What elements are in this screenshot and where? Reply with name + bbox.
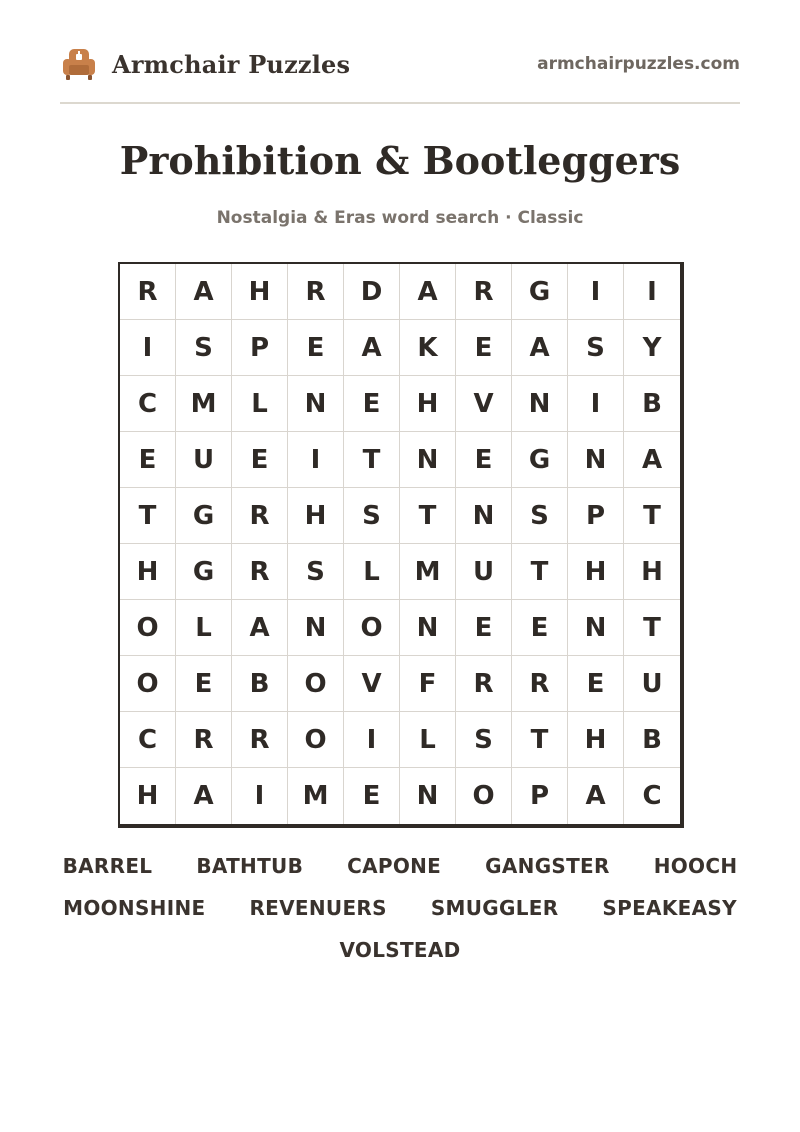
grid-cell[interactable]: T [512, 712, 568, 768]
site-url[interactable]: armchairpuzzles.com [537, 54, 740, 74]
grid-cell[interactable]: O [344, 600, 400, 656]
grid-cell[interactable]: N [288, 600, 344, 656]
grid-cell[interactable]: U [456, 544, 512, 600]
grid-cell[interactable]: S [288, 544, 344, 600]
brand-name: Armchair Puzzles [112, 49, 351, 79]
grid-cell[interactable]: T [624, 488, 680, 544]
grid-cell[interactable]: B [624, 376, 680, 432]
grid-cell[interactable]: R [232, 488, 288, 544]
grid-cell[interactable]: K [400, 320, 456, 376]
grid-cell[interactable]: I [624, 264, 680, 320]
grid-cell[interactable]: C [642, 781, 662, 811]
puzzle-title: Prohibition & Bootleggers [119, 138, 681, 183]
grid-cell[interactable]: T [344, 432, 400, 488]
grid-cell[interactable]: I [288, 432, 344, 488]
grid-cell[interactable]: O [288, 712, 344, 768]
grid-cell[interactable]: H [120, 544, 176, 600]
grid-cell[interactable]: G [512, 264, 568, 320]
grid-cell[interactable]: G [512, 432, 568, 488]
word-list-item: VOLSTEAD [339, 938, 461, 962]
grid-cell[interactable]: H [568, 712, 624, 768]
grid-cell[interactable]: A [512, 320, 568, 376]
grid-cell[interactable]: T [120, 488, 176, 544]
grid-cell[interactable]: H [288, 488, 344, 544]
grid-cell[interactable]: U [176, 432, 232, 488]
grid-cell[interactable]: E [288, 320, 344, 376]
header-divider [60, 102, 740, 104]
grid-cell[interactable]: H [568, 544, 624, 600]
grid-cell[interactable]: N [568, 432, 624, 488]
grid-cell[interactable]: V [456, 376, 512, 432]
grid-cell[interactable]: A [232, 600, 288, 656]
grid-cell[interactable]: R [232, 712, 288, 768]
grid-cell[interactable]: T [512, 544, 568, 600]
grid-cell[interactable]: H [232, 264, 288, 320]
grid-cell[interactable]: G [176, 488, 232, 544]
grid-cell[interactable]: I [232, 768, 288, 824]
grid-cell[interactable]: A [624, 432, 680, 488]
grid-cell[interactable]: I [568, 264, 624, 320]
grid-cell[interactable]: B [624, 712, 680, 768]
grid-cell[interactable]: O [120, 656, 176, 712]
grid-cell[interactable]: I [568, 376, 624, 432]
grid-cell[interactable]: E [176, 656, 232, 712]
page-header [60, 44, 740, 84]
grid-cell[interactable]: M [176, 376, 232, 432]
grid-cell[interactable]: H [120, 768, 176, 824]
grid-cell[interactable]: E [344, 376, 400, 432]
grid-cell[interactable]: E [344, 768, 400, 824]
grid-cell[interactable]: O [120, 600, 176, 656]
grid-cell[interactable]: B [232, 656, 288, 712]
word-list [40, 852, 760, 964]
grid-cell[interactable]: E [456, 432, 512, 488]
grid-cell[interactable]: Y [624, 320, 680, 376]
grid-cell[interactable]: D [344, 264, 400, 320]
word-list-item: GANGSTER [485, 854, 610, 878]
grid-cell[interactable]: E [120, 432, 176, 488]
grid-cell[interactable]: S [568, 320, 624, 376]
grid-cell[interactable]: C [120, 376, 176, 432]
grid-cell[interactable]: N [288, 376, 344, 432]
grid-cell[interactable]: T [624, 600, 680, 656]
grid-cell[interactable]: F [400, 656, 456, 712]
grid-cell[interactable]: L [176, 600, 232, 656]
grid-cell[interactable]: C [120, 712, 176, 768]
word-list-item: REVENUERS [249, 896, 387, 920]
grid-cell[interactable]: L [344, 544, 400, 600]
grid-cell[interactable]: I [344, 712, 400, 768]
grid-cell[interactable]: S [344, 488, 400, 544]
grid-cell[interactable]: A [176, 264, 232, 320]
grid-cell[interactable]: E [232, 432, 288, 488]
grid-cell[interactable]: H [400, 376, 456, 432]
grid-cell[interactable]: A [344, 320, 400, 376]
word-list-item: SMUGGLER [430, 896, 559, 920]
grid-cell[interactable]: A [176, 768, 232, 824]
grid-cell[interactable]: R [288, 264, 344, 320]
grid-cell[interactable]: L [400, 712, 456, 768]
grid-cell[interactable]: S [512, 488, 568, 544]
grid-cell[interactable]: P [568, 488, 624, 544]
puzzle-subtitle: Nostalgia & Eras word search · Classic [216, 208, 584, 228]
grid-cell[interactable]: L [232, 376, 288, 432]
grid-cell[interactable]: N [512, 376, 568, 432]
brand[interactable] [60, 45, 350, 83]
word-list-item: CAPONE [347, 854, 442, 878]
word-list-item: HOOCH [653, 854, 738, 878]
word-list-item: SPEAKEASY [602, 896, 737, 920]
grid-cell[interactable]: G [176, 544, 232, 600]
grid-cell[interactable]: N [456, 488, 512, 544]
word-list-item: MOONSHINE [63, 896, 206, 920]
grid-cell[interactable]: E [568, 656, 624, 712]
grid-cell[interactable]: N [400, 600, 456, 656]
grid-cell[interactable]: E [456, 320, 512, 376]
word-list-item: BATHTUB [196, 854, 304, 878]
grid-cell[interactable]: R [232, 544, 288, 600]
word-list-item: BARREL [62, 854, 153, 878]
grid-cell[interactable]: R [456, 656, 512, 712]
grid-cell[interactable]: S [176, 320, 232, 376]
grid-cell[interactable]: T [400, 488, 456, 544]
grid-cell[interactable]: R [456, 264, 512, 320]
grid-cell[interactable]: N [400, 768, 456, 824]
grid-cell[interactable]: E [512, 600, 568, 656]
grid-cell[interactable]: N [400, 432, 456, 488]
grid-cell[interactable]: V [344, 656, 400, 712]
grid-cell[interactable]: H [624, 544, 680, 600]
grid-cell[interactable]: P [512, 768, 568, 824]
armchair-icon [60, 45, 98, 83]
grid-cell[interactable]: R [512, 656, 568, 712]
grid-cell[interactable]: A [400, 264, 456, 320]
grid-cell[interactable]: R [120, 264, 176, 320]
grid-cell[interactable]: R [176, 712, 232, 768]
grid-cell[interactable]: N [568, 600, 624, 656]
grid-cell[interactable]: U [624, 656, 680, 712]
grid-cell[interactable]: M [288, 768, 344, 824]
grid-cell[interactable]: O [456, 768, 512, 824]
grid-cell[interactable]: A [568, 768, 624, 824]
grid-cell[interactable]: M [400, 544, 456, 600]
grid-cell[interactable]: P [232, 320, 288, 376]
grid-cell[interactable]: E [456, 600, 512, 656]
grid-cell[interactable]: S [456, 712, 512, 768]
word-search-grid [118, 262, 684, 828]
grid-cell[interactable]: O [288, 656, 344, 712]
grid-cell[interactable]: I [120, 320, 176, 376]
